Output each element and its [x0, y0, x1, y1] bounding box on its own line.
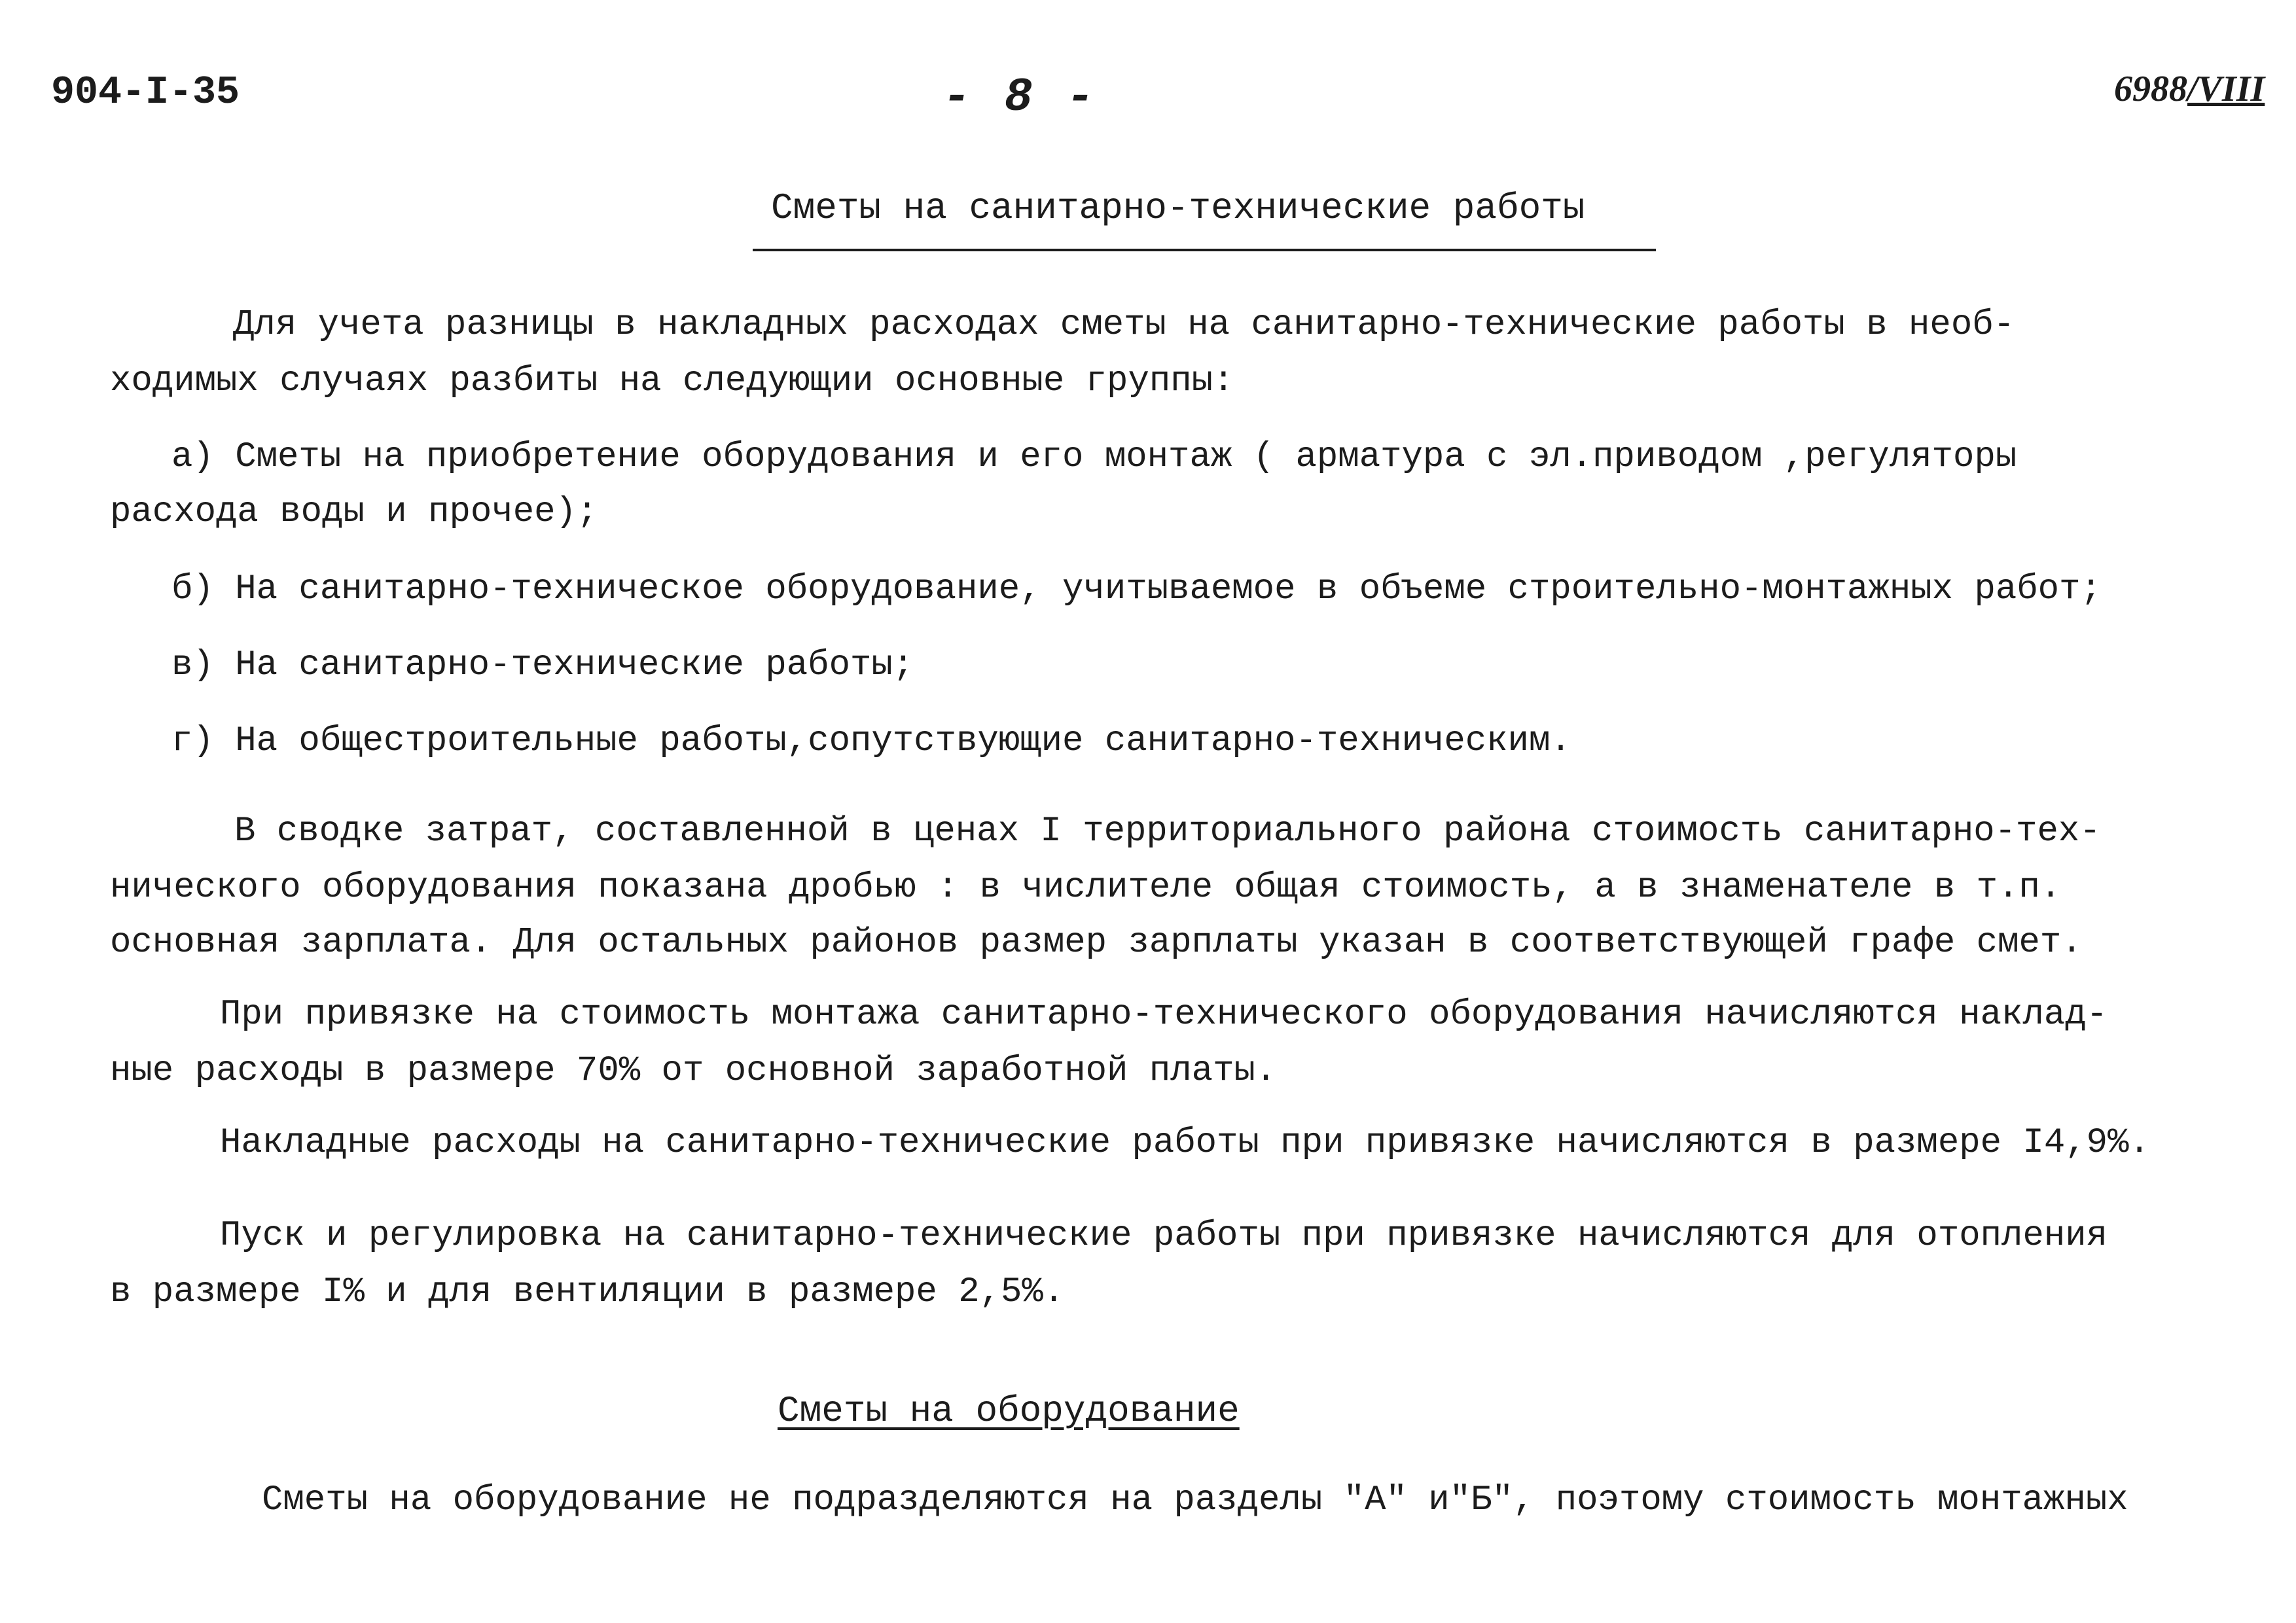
item-a-line-2: расхода воды и прочее); — [110, 492, 598, 532]
item-b: б) На санитарно-техническое оборудование, учитываемое в объеме строительно-монтажных работ; — [171, 569, 2102, 609]
startup-line-1: Пуск и регулировка на санитарно-технические работы при привязке начисляются для отопления — [220, 1216, 2108, 1256]
summary-line-1: В сводке затрат, составленной в ценах I территориального района стоимость санитарно-тех- — [234, 812, 2101, 851]
archive-mark-tail: /VIII — [2187, 69, 2265, 109]
overhead-sanitary-line: Накладные расходы на санитарно-технические работы при привязке начисляются в размере I4,9%. — [220, 1123, 2150, 1163]
summary-line-2: нического оборудования показана дробью : в числителе общая стоимость, а в знаменателе в т.п. — [110, 868, 2062, 908]
overhead-line-2: ные расходы в размере 70% от основной заработной платы. — [110, 1051, 1277, 1091]
summary-line-3: основная зарплата. Для остальных районов размер зарплаты указан в соответствующей графе смет. — [110, 923, 2083, 963]
startup-line-2: в размере I% и для вентиляции в размере 2,5%. — [110, 1272, 1065, 1312]
item-v: в) На санитарно-технические работы; — [171, 645, 914, 685]
page-number: - 8 - — [942, 71, 1098, 124]
equipment-line-1: Сметы на оборудование не подразделяются на разделы "А" и"Б", поэтому стоимость монтажных — [262, 1480, 2128, 1520]
archive-mark-number: 6988 — [2114, 69, 2187, 109]
item-a-line-1: а) Сметы на приобретение оборудования и его монтаж ( арматура с эл.приводом ,регуляторы — [171, 437, 2017, 477]
title-underline — [753, 249, 1656, 251]
overhead-line-1: При привязке на стоимость монтажа санитарно-технического оборудования начисляются наклад- — [220, 995, 2108, 1035]
archive-mark — [2114, 68, 2265, 110]
intro-line-2: ходимых случаях разбиты на следующии основные группы: — [110, 361, 1234, 401]
item-g: г) На общестроительные работы,сопутствующие санитарно-техническим. — [171, 721, 1571, 761]
document-code: 904-I-35 — [51, 71, 240, 115]
section-title-sanitary-works: Сметы на санитарно-технические работы — [771, 187, 1585, 229]
section-title-equipment: Сметы на оборудование — [778, 1390, 1240, 1432]
intro-line-1: Для учета разницы в накладных расходах сметы на санитарно-технические работы в необ- — [233, 305, 2015, 345]
